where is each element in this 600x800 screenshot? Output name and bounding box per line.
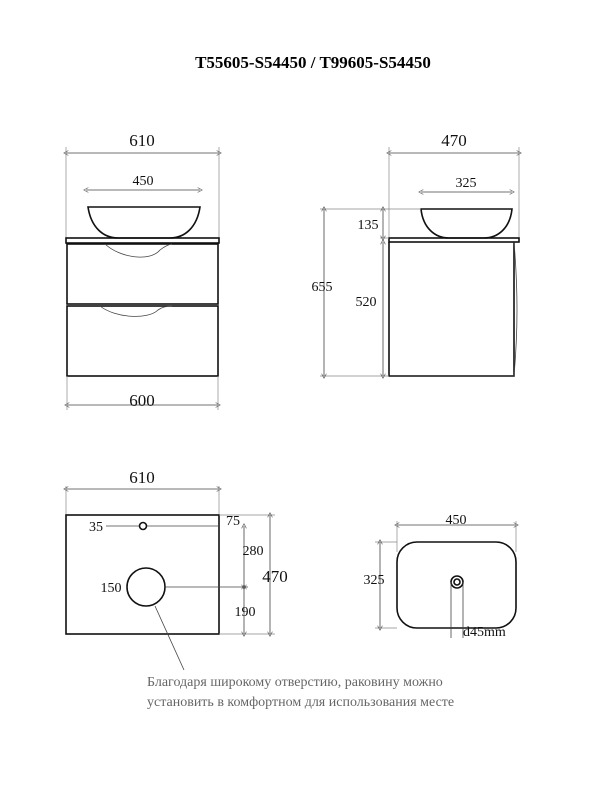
top-large-hole bbox=[127, 568, 165, 606]
basin-drain-label: d45mm bbox=[463, 625, 506, 640]
front-bottom-width-label: 600 bbox=[129, 391, 155, 410]
top-upper-distance-label: 280 bbox=[242, 544, 264, 559]
top-width-label: 610 bbox=[129, 468, 155, 487]
front-top-width-label: 610 bbox=[129, 131, 155, 150]
top-lower-distance-label: 190 bbox=[234, 605, 256, 620]
basin-drain-inner bbox=[454, 579, 460, 585]
front-upper-drawer bbox=[67, 244, 218, 304]
side-view bbox=[312, 131, 520, 376]
front-view bbox=[66, 131, 219, 410]
note-pointer-line bbox=[155, 606, 184, 670]
top-view bbox=[66, 468, 288, 670]
side-basin-height-label: 135 bbox=[357, 218, 379, 233]
top-small-hole-diameter-label: 35 bbox=[89, 520, 103, 535]
top-small-hole bbox=[140, 523, 147, 530]
side-depth-label: 470 bbox=[441, 131, 467, 150]
basin-width-label: 450 bbox=[445, 513, 467, 528]
note-line-1: Благодаря широкому отверстию, раковину можно bbox=[147, 675, 443, 690]
side-cabinet-body bbox=[389, 242, 514, 376]
basin-depth-label: 325 bbox=[363, 573, 385, 588]
side-total-height-label: 655 bbox=[311, 280, 333, 295]
side-basin-outline bbox=[421, 209, 512, 238]
front-basin-outline bbox=[88, 207, 200, 238]
side-basin-depth-label: 325 bbox=[455, 176, 477, 191]
side-countertop bbox=[389, 238, 519, 242]
top-depth-label: 470 bbox=[262, 567, 288, 586]
drawing-title: T55605-S54450 / T99605-S54450 bbox=[195, 53, 431, 72]
basin-top-view bbox=[364, 513, 517, 640]
basin-drain-outer bbox=[451, 576, 463, 588]
top-small-hole-offset-label: 75 bbox=[226, 514, 240, 529]
side-cabinet-height-label: 520 bbox=[355, 295, 377, 310]
front-basin-width-label: 450 bbox=[132, 174, 154, 189]
front-lower-drawer-handle bbox=[100, 306, 172, 316]
top-large-hole-diameter-label: 150 bbox=[100, 581, 122, 596]
front-countertop bbox=[66, 238, 219, 243]
front-upper-drawer-handle bbox=[105, 244, 172, 257]
note-line-2: установить в комфортном для использования месте bbox=[147, 695, 455, 710]
